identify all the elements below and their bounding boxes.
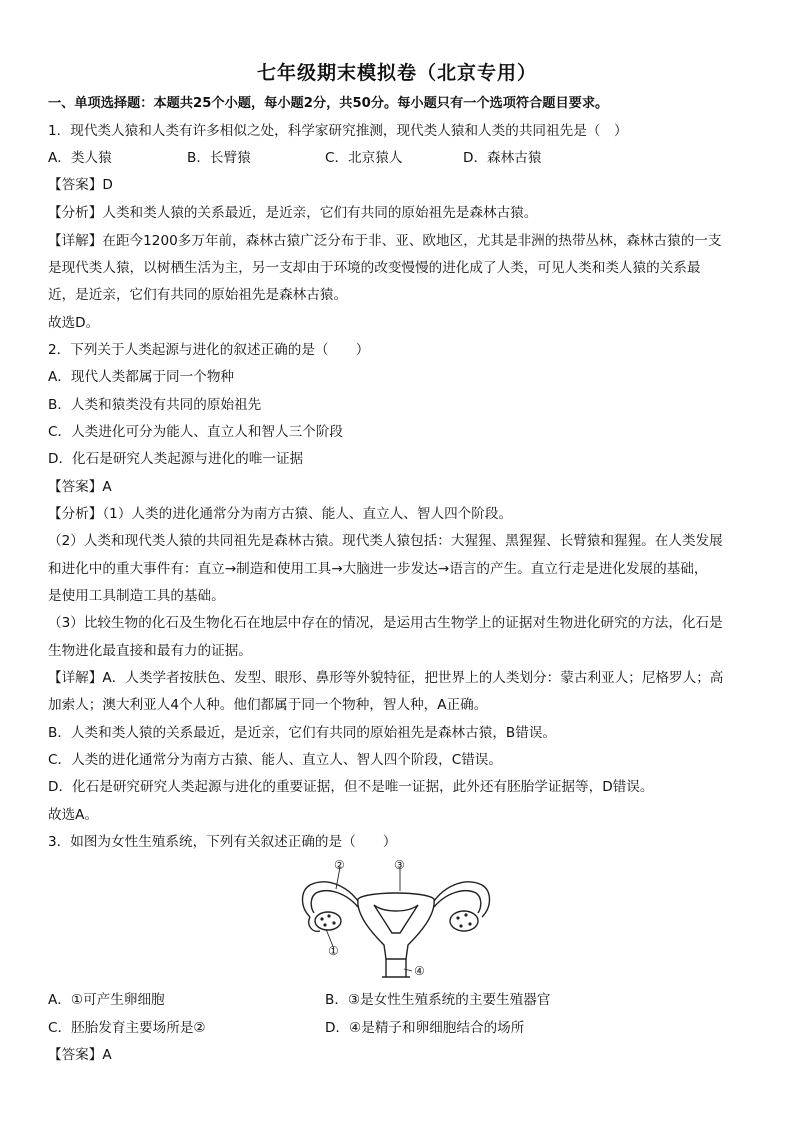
q2-detail-line: B．人类和类人猿的关系最近，是近亲，它们有共同的原始祖先是森林古猿，B错误。 xyxy=(48,725,557,741)
q2-analysis-line: 是使用工具制造工具的基础。 xyxy=(48,588,225,604)
question-1-stem: 1．现代类人猿和人类有许多相似之处，科学家研究推测，现代类人猿和人类的共同祖先是（ ） xyxy=(48,123,628,139)
q1-option-a: A．类人猿 xyxy=(48,150,112,166)
question-2-stem: 2．下列关于人类起源与进化的叙述正确的是（ ） xyxy=(48,342,370,358)
figure-label-2: ② xyxy=(334,858,345,872)
q1-detail-line: 近，是近亲，它们有共同的原始祖先是森林古猿。 xyxy=(48,287,348,303)
q2-analysis-line: 和进化中的重大事件有：直立→制造和使用工具→大脑进一步发达→语言的产生。直立行走是进化发展的基础， xyxy=(48,561,708,577)
q2-detail-line: D．化石是研究研究人类起源与进化的重要证据，但不是唯一证据，此外还有胚胎学证据等，D错误。 xyxy=(48,779,654,795)
q2-option-d: D．化石是研究人类起源与进化的唯一证据 xyxy=(48,451,304,467)
q3-answer: 【答案】A xyxy=(48,1047,112,1063)
question-3-stem: 3．如图为女性生殖系统，下列有关叙述正确的是（ ） xyxy=(48,834,397,850)
q1-detail-line: 【详解】在距今1200多万年前，森林古猿广泛分布于非、亚、欧地区，尤其是非洲的热带丛林，森林古猿的一支 xyxy=(48,233,722,249)
q2-answer: 【答案】A xyxy=(48,479,112,495)
q2-detail-line: 【详解】A．人类学者按肤色、发型、眼形、鼻形等外貌特征，把世界上的人类划分：蒙古利亚人；尼格罗人；高 xyxy=(48,670,724,686)
q2-option-b: B．人类和猿类没有共同的原始祖先 xyxy=(48,397,262,413)
q2-analysis-line: 【分析】（1）人类的进化通常分为南方古猿、能人、直立人、智人四个阶段。 xyxy=(48,506,513,522)
figure-label-3: ③ xyxy=(394,858,405,872)
q2-analysis-line: （2）人类和现代类人猿的共同祖先是森林古猿。现代类人猿包括：大猩猩、黑猩猩、长臂猿和猩猩。在人类发展 xyxy=(48,533,723,549)
q2-analysis-line: （3）比较生物的化石及生物化石在地层中存在的情况，是运用古生物学上的证据对生物进化研究的方法，化石是 xyxy=(48,615,723,631)
q2-option-a: A．现代人类都属于同一个物种 xyxy=(48,369,235,385)
q1-conclusion: 故选D。 xyxy=(48,315,100,331)
q3-option-a: A．①可产生卵细胞 xyxy=(48,992,165,1008)
female-reproductive-system-diagram xyxy=(296,855,496,981)
q2-conclusion: 故选A。 xyxy=(48,807,99,823)
q2-option-c: C．人类进化可分为能人、直立人和智人三个阶段 xyxy=(48,424,343,440)
figure-label-1: ① xyxy=(328,944,339,958)
q3-option-d: D．④是精子和卵细胞结合的场所 xyxy=(325,1020,525,1036)
q3-option-c: C．胚胎发育主要场所是② xyxy=(48,1020,206,1036)
page-title: 七年级期末模拟卷（北京专用） xyxy=(256,62,537,84)
figure-label-4: ④ xyxy=(414,964,425,978)
q1-detail-line: 是现代类人猿，以树栖生活为主，另一支却由于环境的改变慢慢的进化成了人类，可见人类和类人猿的关系最 xyxy=(48,260,701,276)
q1-option-c: C．北京猿人 xyxy=(325,150,403,166)
q2-analysis-line: 生物进化最直接和最有力的证据。 xyxy=(48,643,252,659)
section-header: 一、单项选择题：本题共25个小题，每小题2分，共50分。每小题只有一个选项符合题目要求。 xyxy=(48,96,609,111)
q1-option-d: D．森林古猿 xyxy=(463,150,542,166)
q1-option-b: B．长臂猿 xyxy=(187,150,251,166)
q2-detail-line: C．人类的进化通常分为南方古猿、能人、直立人、智人四个阶段，C错误。 xyxy=(48,752,502,768)
q1-answer: 【答案】D xyxy=(48,177,113,193)
q3-option-b: B．③是女性生殖系统的主要生殖器官 xyxy=(325,992,551,1008)
q1-analysis: 【分析】人类和类人猿的关系最近，是近亲，它们有共同的原始祖先是森林古猿。 xyxy=(48,205,538,221)
q2-detail-line: 加索人；澳大利亚人4个人种。他们都属于同一个物种，智人种，A正确。 xyxy=(48,697,488,713)
